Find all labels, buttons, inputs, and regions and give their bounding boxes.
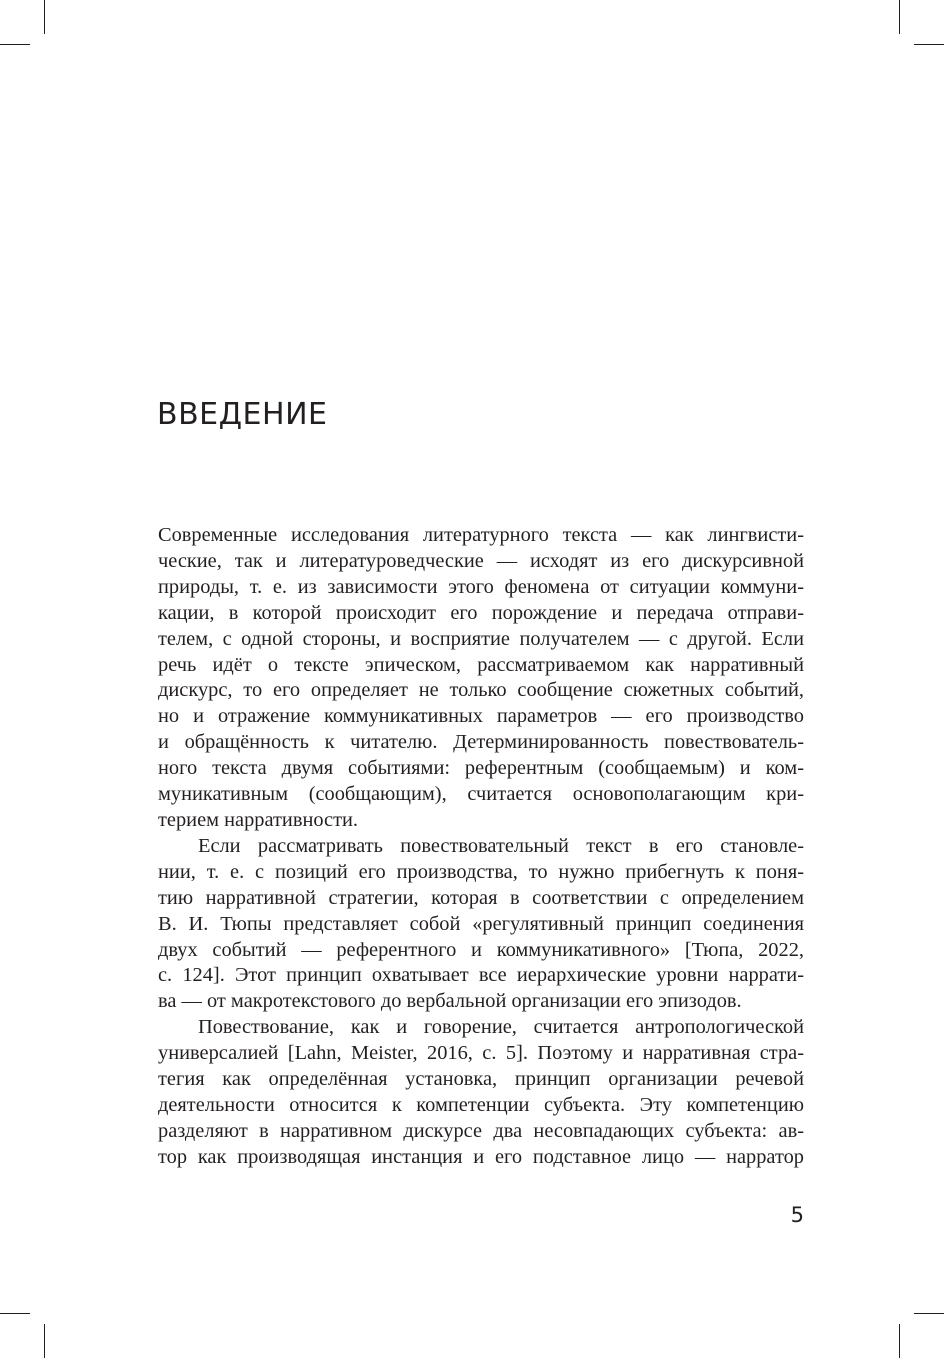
crop-mark-bottom-right-vertical xyxy=(899,1324,900,1358)
text-line: но и отражение коммуникативных параметров — его производство xyxy=(158,705,804,728)
crop-mark-bottom-left-horizontal xyxy=(0,1313,30,1314)
text-line: ва — от макротекстового до вербальной организации его эпизодов. xyxy=(158,990,742,1013)
text-line: нии, т. е. с позиций его производства, то нужно прибегнуть к поня- xyxy=(158,860,804,883)
text-line: деятельности относится к компетенции субъекта. Эту компетенцию xyxy=(158,1093,804,1116)
paragraph-1 xyxy=(158,523,804,834)
text-line: универсалией [Lahn, Meister, 2016, с. 5]. Поэтому и нарративная стра- xyxy=(158,1042,804,1065)
text-line: и обращённость к читателю. Детерминированность повествователь- xyxy=(158,731,804,754)
text-line: двух событий — референтного и коммуникативного» [Тюпа, 2022, xyxy=(158,938,804,961)
crop-mark-top-right-vertical xyxy=(899,0,900,34)
text-line: телем, с одной стороны, и восприятие получателем — с другой. Если xyxy=(158,627,804,650)
text-line: Повествование, как и говорение, считается антропологической xyxy=(198,1016,804,1039)
text-line: В. И. Тюпы представляет собой «регулятивный принцип соединения xyxy=(158,912,804,935)
text-line: природы, т. е. из зависимости этого феномена от ситуации коммуни- xyxy=(158,575,804,598)
text-line: тию нарративной стратегии, которая в соответствии с определением xyxy=(158,886,804,909)
text-line: кации, в которой происходит его порождение и передача отправи- xyxy=(158,601,804,624)
text-line: разделяют в нарративном дискурсе два несовпадающих субъекта: ав- xyxy=(158,1119,804,1142)
chapter-heading: ВВЕДЕНИЕ xyxy=(157,397,328,432)
paragraph-2 xyxy=(158,834,804,1015)
crop-mark-bottom-left-vertical xyxy=(44,1324,45,1358)
text-line: тегия как определённая установка, принцип организации речевой xyxy=(158,1068,804,1091)
crop-mark-bottom-right-horizontal xyxy=(914,1313,944,1314)
crop-mark-top-left-vertical xyxy=(44,0,45,34)
text-line: тор как производящая инстанция и его подставное лицо — нарратор xyxy=(158,1145,804,1168)
page-number: 5 xyxy=(790,1203,804,1227)
text-line: терием нарративности. xyxy=(158,808,359,831)
text-line: речь идёт о тексте эпическом, рассматриваемом как нарративный xyxy=(158,653,804,676)
text-line: муникативным (сообщающим), считается основополагающим кри- xyxy=(158,783,804,806)
crop-mark-top-left-horizontal xyxy=(0,44,30,45)
text-line: с. 124]. Этот принцип охватывает все иерархические уровни наррати- xyxy=(158,964,804,987)
body-text xyxy=(158,523,804,1171)
text-line: дискурс, то его определяет не только сообщение сюжетных событий, xyxy=(158,679,804,702)
text-line: ческие, так и литературоведческие — исходят из его дискурсивной xyxy=(158,549,804,572)
text-line: Современные исследования литературного текста — как лингвисти- xyxy=(158,524,804,546)
text-line: Если рассматривать повествовательный текст в его становле- xyxy=(198,834,804,857)
crop-mark-top-right-horizontal xyxy=(914,44,944,45)
text-line: ного текста двумя событиями: референтным (сообщаемым) и ком- xyxy=(158,757,804,780)
paragraph-3 xyxy=(158,1015,804,1170)
